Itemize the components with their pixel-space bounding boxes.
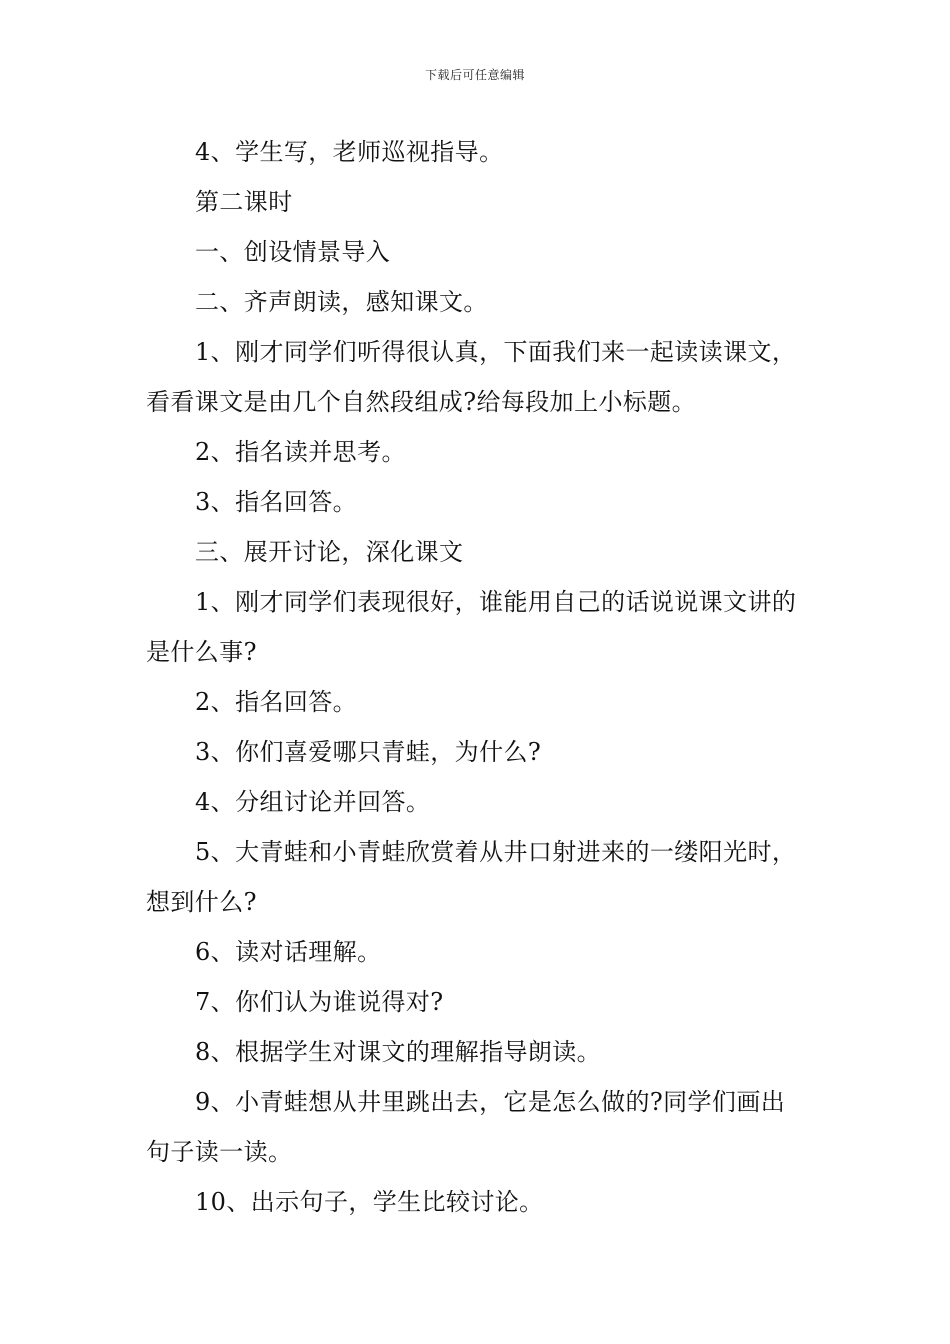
paragraph: 10、出示句子，学生比较讨论。 xyxy=(195,1188,544,1216)
paragraph: 4、分组讨论并回答。 xyxy=(195,788,431,816)
paragraph: 三、展开讨论，深化课文 xyxy=(195,538,464,566)
page-header-note: 下载后可任意编辑 xyxy=(424,68,525,82)
section-heading: 第二课时 xyxy=(195,188,293,216)
paragraph: 2、指名读并思考。 xyxy=(195,438,406,466)
paragraph: 6、读对话理解。 xyxy=(195,938,382,966)
paragraph: 1、刚才同学们听得很认真，下面我们来一起读读课文，看看课文是由几个自然段组成?给每段加上小标题。 xyxy=(146,338,797,416)
paragraph: 一、创设情景导入 xyxy=(195,238,391,266)
paragraph: 9、小青蛙想从井里跳出去，它是怎么做的?同学们画出句子读一读。 xyxy=(146,1088,786,1166)
paragraph: 7、你们认为谁说得对? xyxy=(195,988,444,1016)
paragraph: 8、根据学生对课文的理解指导朗读。 xyxy=(195,1038,602,1066)
paragraph: 3、你们喜爱哪只青蛙，为什么? xyxy=(195,738,542,766)
paragraph: 2、指名回答。 xyxy=(195,688,358,716)
paragraph: 3、指名回答。 xyxy=(195,488,358,516)
paragraph: 5、大青蛙和小青蛙欣赏着从井口射进来的一缕阳光时，想到什么? xyxy=(146,838,797,916)
paragraph: 二、齐声朗读，感知课文。 xyxy=(195,288,488,316)
paragraph: 4、学生写，老师巡视指导。 xyxy=(195,138,504,166)
paragraph: 1、刚才同学们表现很好，谁能用自己的话说说课文讲的是什么事? xyxy=(146,588,797,666)
document-body xyxy=(146,127,808,1227)
